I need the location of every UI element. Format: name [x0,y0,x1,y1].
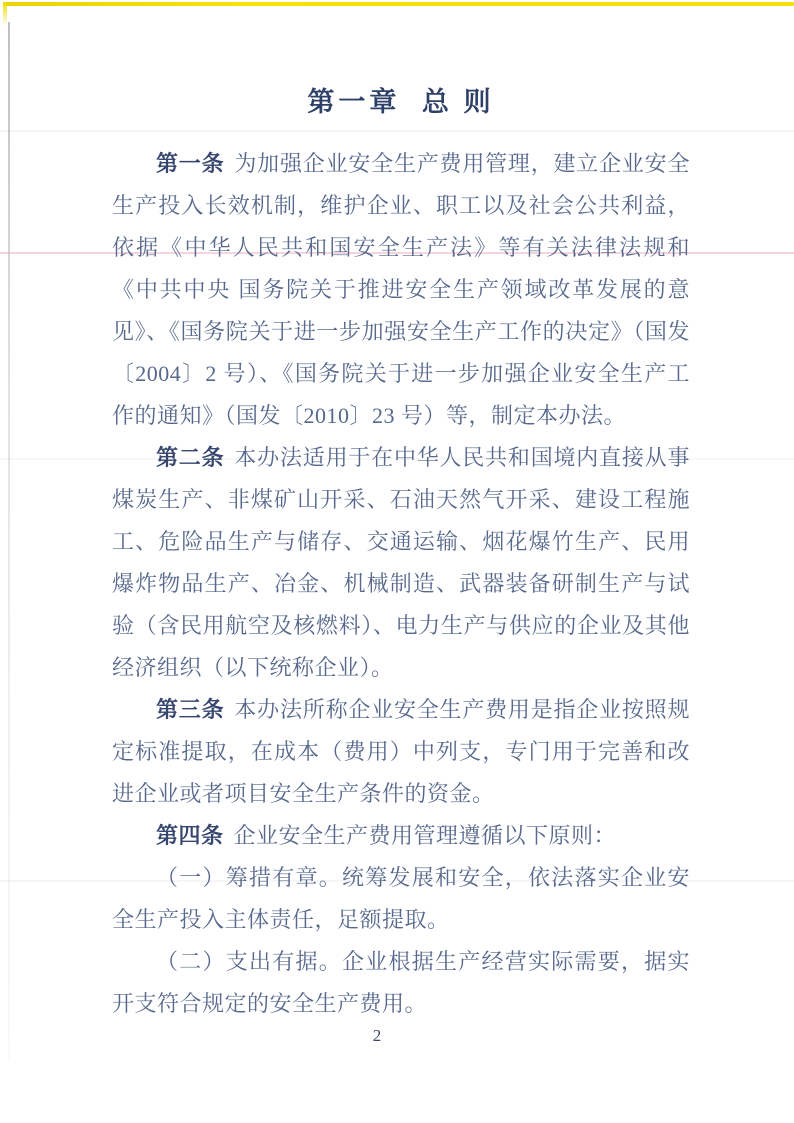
paragraph-text: 企业安全生产费用管理遵循以下原则： [233,823,617,848]
chapter-title: 第一章 总 则 [307,87,495,117]
article-paragraph [112,437,690,689]
paragraph-text: 本办法适用于在中华人民共和国境内直接从事煤炭生产、非煤矿山开采、石油天然气开采、建设工程施工、危险品生产与储存、交通运输、烟花爆竹生产、民用爆炸物品生产、冶金、机械制造、武器装备研制生产与试验（含民用航空及核燃料）、电力生产与供应的企业及其他经济组织（以下统称企业）。 [112,445,690,680]
document-body [112,143,690,1025]
article-number: 第四条 [156,823,224,848]
article-number: 第一条 [156,151,225,176]
page-number: 2 [372,1026,382,1045]
paragraph-text: （一）筹措有章。统筹发展和安全，依法落实企业安全生产投入主体责任，足额提取。 [112,865,690,932]
article-number: 第二条 [156,445,225,470]
article-number: 第三条 [156,697,225,722]
article-paragraph [112,143,690,437]
list-item-paragraph [112,941,690,1025]
article-paragraph [112,689,690,815]
article-paragraph [112,815,690,857]
list-item-paragraph [112,857,690,941]
paragraph-text: （二）支出有据。企业根据生产经营实际需要，据实开支符合规定的安全生产费用。 [112,949,690,1016]
paragraph-text: 为加强企业安全生产费用管理，建立企业安全生产投入长效机制，维护企业、职工以及社会公共利益，依据《中华人民共和国安全生产法》等有关法律法规和《中共中央 国务院关于推进安全生产领域改革发展的意见》、《国务院关于进一步加强安全生产工作的决定》（国发〔2004〕2 号）、《国务院关于进一步加强企业安全生产工作的通知》（国发〔2010〕23 号）等，制定本办法。 [112,151,690,428]
paragraph-text: 本办法所称企业安全生产费用是指企业按照规定标准提取，在成本（费用）中列支，专门用于完善和改进企业或者项目安全生产条件的资金。 [112,697,690,806]
